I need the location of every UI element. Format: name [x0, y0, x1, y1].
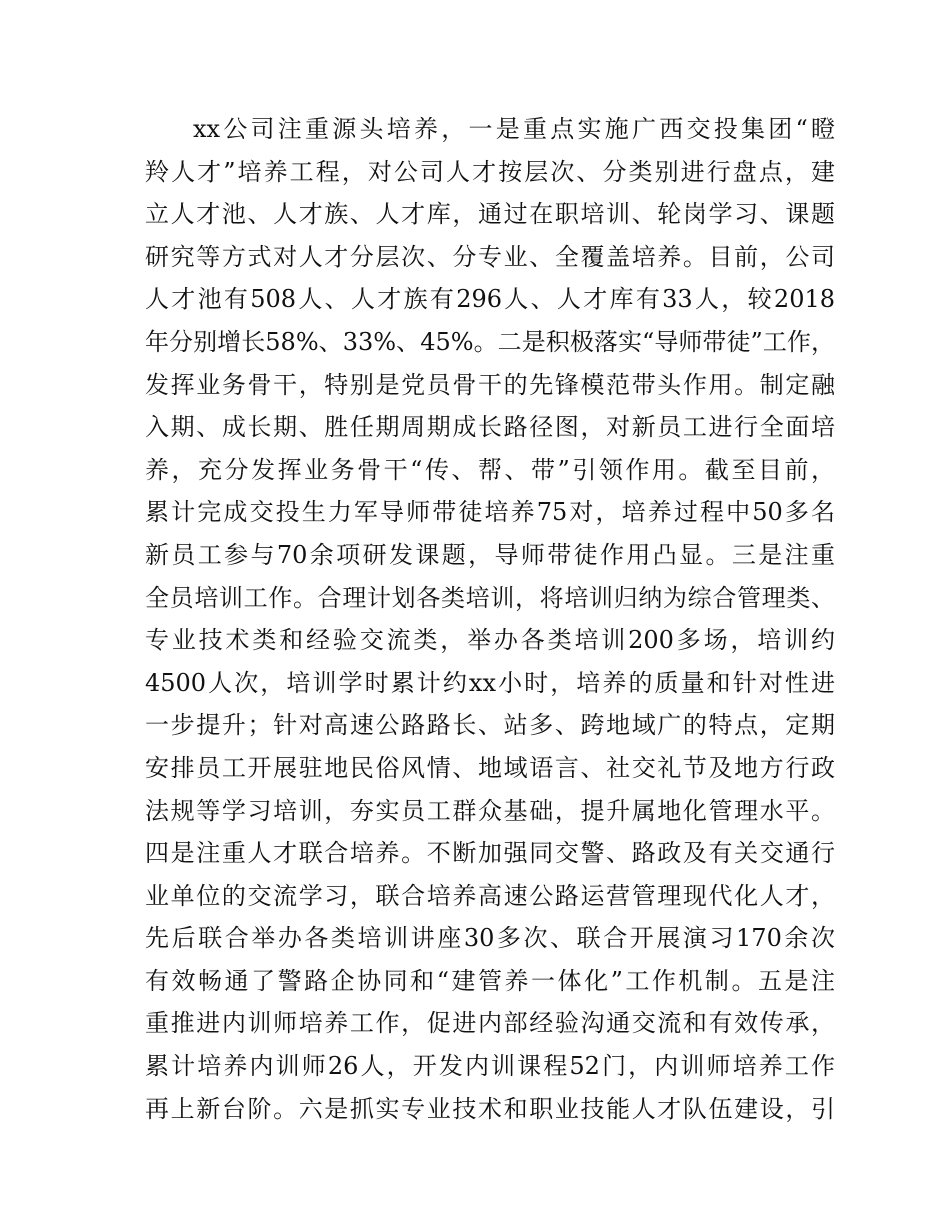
text-line: 业单位的交流学习，联合培养高速公路运营管理现代化人才，: [145, 881, 835, 910]
text-line: 入期、成长期、胜任期周期成长路径图，对新员工进行全面培: [145, 413, 835, 442]
text-line: 一步提升；针对高速公路路长、站多、跨地域广的特点，定期: [145, 711, 835, 740]
text-line: 专业技术类和经验交流类，举办各类培训200多场，培训约: [145, 626, 835, 655]
text-line: 安排员工开展驻地民俗风情、地域语言、社交礼节及地方行政: [145, 753, 835, 782]
text-line: 立人才池、人才族、人才库，通过在职培训、轮岗学习、课题: [145, 200, 835, 229]
text-line: 先后联合举办各类培训讲座30多次、联合开展演习170余次: [145, 924, 835, 953]
text-line: 年分别增长58%、33%、45%。二是积极落实“导师带徒”工作，: [145, 327, 835, 356]
text-line: 重推进内训师培养工作，促进内部经验沟通交流和有效传承，: [145, 1009, 835, 1038]
text-line: 累计完成交投生力军导师带徒培养75对，培养过程中50多名: [145, 498, 835, 527]
text-line: 再上新台阶。六是抓实专业技术和职业技能人才队伍建设，引: [145, 1094, 835, 1123]
text-line: 4500人次，培训学时累计约xx小时，培养的质量和针对性进: [145, 668, 835, 697]
text-line: 发挥业务骨干，特别是党员骨干的先锋模范带头作用。制定融: [145, 370, 835, 399]
text-line: 新员工参与70余项研发课题，导师带徒作用凸显。三是注重: [145, 540, 835, 569]
body-paragraph: [145, 108, 835, 1130]
text-line: 养，充分发挥业务骨干“传、帮、带”引领作用。截至目前，: [145, 455, 835, 484]
text-line: 有效畅通了警路企协同和“建管养一体化”工作机制。五是注: [145, 966, 835, 995]
text-line: 研究等方式对人才分层次、分专业、全覆盖培养。目前，公司: [145, 242, 835, 271]
text-line: 羚人才”培养工程，对公司人才按层次、分类别进行盘点，建: [145, 157, 835, 186]
text-line: 四是注重人才联合培养。不断加强同交警、路政及有关交通行: [145, 839, 835, 868]
text-line: xx公司注重源头培养，一是重点实施广西交投集团“瞪: [193, 115, 835, 143]
text-line: 全员培训工作。合理计划各类培训，将培训归纳为综合管理类、: [145, 583, 835, 612]
text-line: 法规等学习培训，夯实员工群众基础，提升属地化管理水平。: [145, 796, 835, 825]
text-line: 累计培养内训师26人，开发内训课程52门，内训师培养工作: [145, 1052, 835, 1081]
text-line: 人才池有508人、人才族有296人、人才库有33人，较2018: [145, 285, 835, 314]
